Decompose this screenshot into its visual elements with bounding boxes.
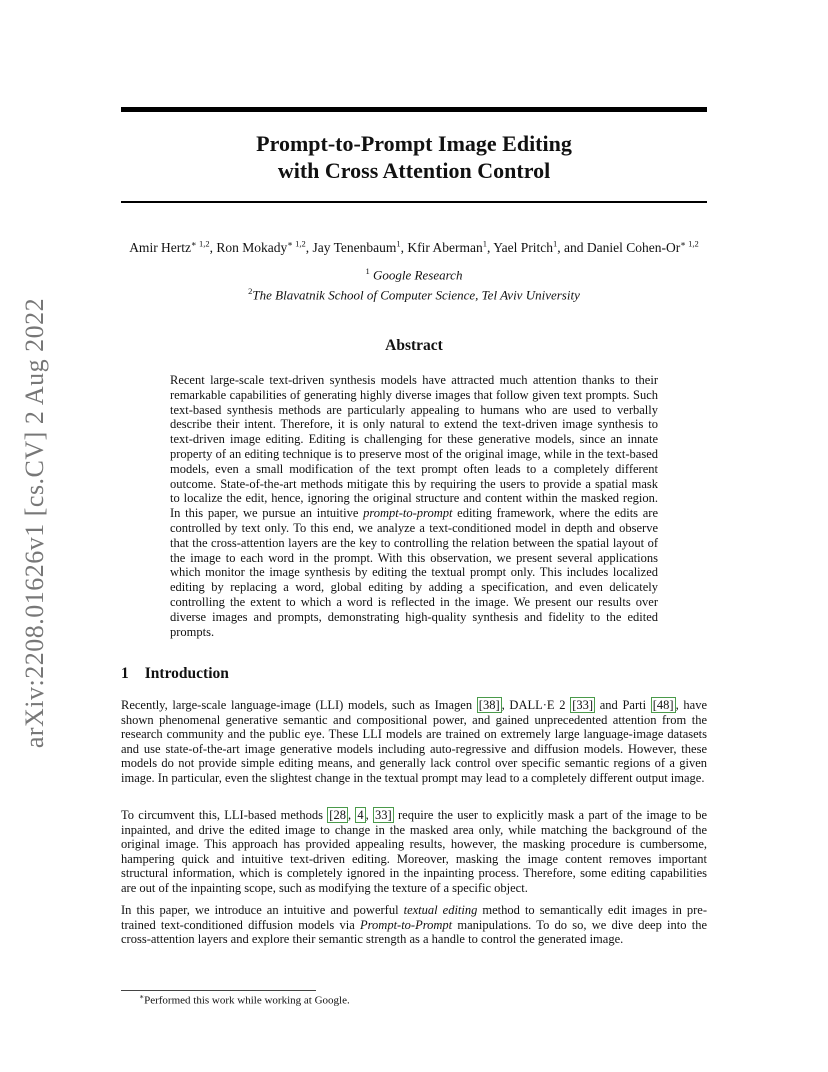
author: Yael Pritch$^1$, and — [493, 238, 587, 255]
intro-paragraph-3: In this paper, we introduce an intuitive and powerful textual editing method to semantically edit images in pre-trained text-conditioned diffusion models via Prompt-to-Prompt manipulations. To do so, we dive deep into the cross-attention layers and explore their semantic strength as a handle to control the generated image. — [121, 903, 708, 947]
citation-link[interactable]: 33] — [375, 808, 392, 822]
author: Jay Tenenbaum$^1$, — [312, 238, 408, 255]
footnote: ∗Performed this work while working at Google. — [139, 992, 350, 1007]
abstract-heading: Abstract — [385, 337, 443, 354]
title-top-rule — [121, 107, 707, 112]
author: Daniel Cohen-$Or^{∗ 1,2}$ — [586, 238, 699, 255]
affiliation-google: $^1$ Google Research — [365, 266, 463, 283]
title-line-1: Prompt-to-Prompt Image Editing — [256, 131, 572, 156]
abstract-body: Recent large-scale text-driven synthesis models have attracted much attention thanks to their remarkable capabilities of generating highly diverse images that follow given text prompts. Such text-based synthesis methods are particularly appealing to humans who are used to verbally describe their intent. Therefore, it is only natural to extend the text-driven image synthesis to text-driven image editing. Editing is challenging for these generative models, since an innate property of an editing technique is to preserve most of the original image, while in the text-based models, even a small modification of the text prompt often leads to a completely different outcome. State-of-the-art methods mitigate this by requiring the users to provide a spatial mask to localize the edit, hence, ignoring the original structure and content within the masked region. In this paper, we pursue an intuitive prompt-to-prompt editing framework, where the edits are controlled by text only. To this end, we analyze a text-conditioned model in depth and observe that the cross-attention layers are the key to controlling the relation between the spatial layout of the image to each word in the prompt. With this observation, we present several applications which monitor the image synthesis by editing the textual prompt only. This includes localized editing by replacing a word, global editing by adding a specification, and even delicately controlling the extent to which a word is reflected in the image. We present our results over diverse images and prompts, demonstrating high-quality synthesis and fidelity to the edited prompts. — [170, 373, 659, 639]
affiliation-tau: $^2$The Blavatnik School of Computer Science, Tel Aviv University — [248, 286, 580, 303]
arxiv-identifier: arXiv:2208.01626v1 [cs.CV] 2 Aug 2022 — [20, 297, 49, 749]
citation-link[interactable]: [28 — [329, 808, 346, 822]
citation-link[interactable]: 4 — [357, 808, 364, 822]
citation-link[interactable]: [38] — [478, 698, 500, 712]
author: Kfir Aberman$^1$, — [407, 238, 494, 255]
footnote-rule — [121, 990, 316, 991]
title-bottom-rule — [121, 201, 707, 203]
author-list — [100, 234, 728, 257]
section-heading-introduction: 1 Introduction — [121, 665, 229, 682]
paper-title — [121, 130, 707, 184]
citation-link[interactable]: [48] — [652, 698, 674, 712]
author: Ron Mokady$^{∗ 1,2}$, — [216, 238, 313, 255]
arxiv-sidebar — [14, 288, 56, 758]
author: Amir Hertz$^{∗ 1,2}$, — [129, 238, 217, 255]
intro-paragraph-2: To circumvent this, LLI-based methods [28 , 4 , 33] require the user to explicitly mask a part of the image to be inpainted, and drive the edited image to change in the masked area only, while matching the background of the original image. This approach has provided appealing results, however, the masking procedure is cumbersome, hampering quick and intuitive text-driven editing. Moreover, masking the image content removes important structural information, which is completely ignored in the inpainting process. Therefore, some editing capabilities are out of the inpainting scope, such as modifying the texture of a specific object. — [121, 808, 708, 895]
title-line-2: with Cross Attention Control — [277, 158, 551, 183]
affiliations — [121, 263, 707, 304]
citation-link[interactable]: [33] — [572, 698, 594, 712]
intro-paragraph-1: Recently, large-scale language-image (LLI) models, such as Imagen [38] , DALL·E 2 [33] and Parti [48] , have shown phenomenal generative semantic and compositional power, and gained unprecedented attention from the research community and the public eye. These LLI models are trained on extremely large language-image datasets and use state-of-the-art image generative models including auto-regressive and diffusion models. However, these models do not provide simple editing means, and generally lack control over specific semantic regions of a given image. In particular, even the slightest change in the textual prompt may lead to a completely different output image. — [121, 698, 707, 785]
